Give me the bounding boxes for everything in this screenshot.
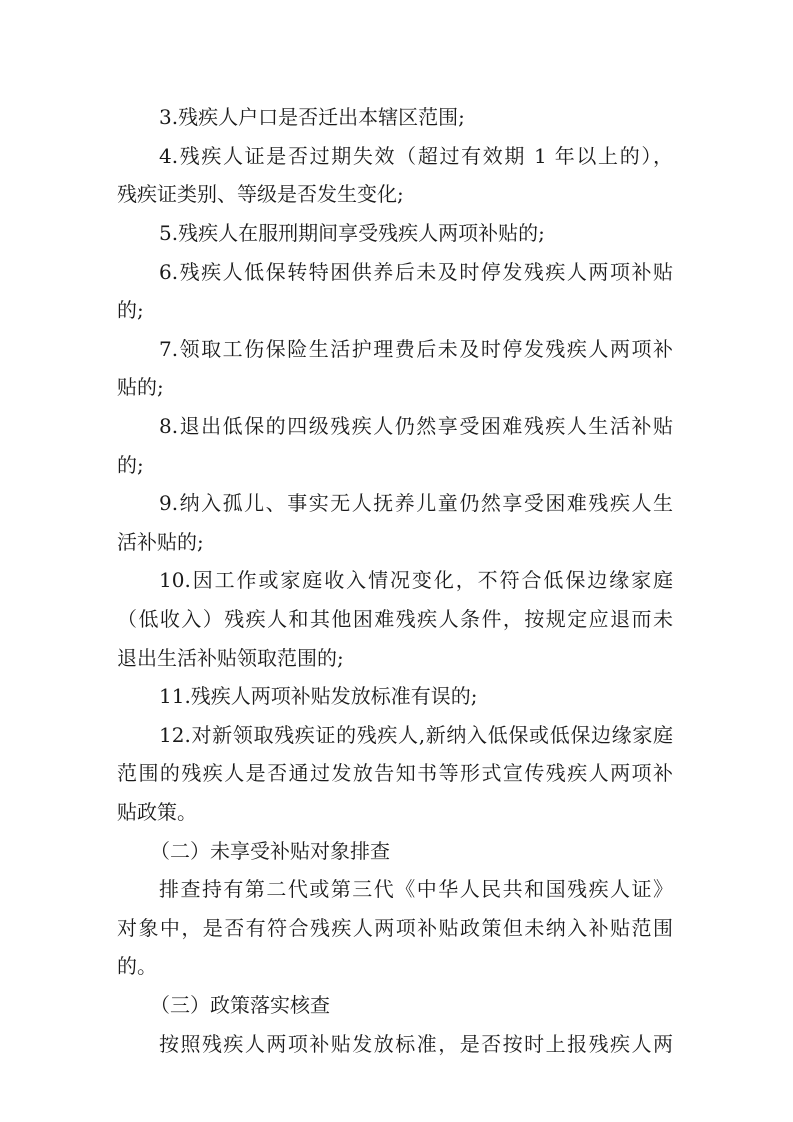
item-11-text: 11.残疾人两项补贴发放标准有误的;	[159, 684, 478, 708]
section-3-text-line-1: 按照残疾人两项补贴发放标准，是否按时上报残疾人两	[159, 1032, 673, 1056]
section-2-text-line-3: 的。	[117, 954, 157, 978]
item-12-text-line-2: 范围的残疾人是否通过发放告知书等形式宣传残疾人两项补	[117, 761, 673, 785]
item-6-text-line-1: 6.残疾人低保转特困供养后未及时停发残疾人两项补贴	[159, 260, 673, 284]
item-4-text-line-1: 4.残疾人证是否过期失效（超过有效期 1 年以上的），	[159, 144, 673, 168]
item-3-text: 3.残疾人户口是否迁出本辖区范围;	[159, 105, 465, 129]
item-5-text: 5.残疾人在服刑期间享受残疾人两项补贴的;	[159, 221, 545, 245]
item-7-text-line-2: 贴的;	[117, 375, 164, 399]
section-2-text-line-1: 排查持有第二代或第三代《中华人民共和国残疾人证》	[159, 877, 673, 901]
item-9-text-line-1: 9.纳入孤儿、事实无人抚养儿童仍然享受困难残疾人生	[159, 491, 673, 515]
item-7-text-line-1: 7.领取工伤保险生活护理费后未及时停发残疾人两项补	[159, 337, 673, 361]
item-6-text-line-2: 的;	[117, 298, 144, 322]
item-9-text-line-2: 活补贴的;	[117, 530, 204, 554]
section-2-text-line-2: 对象中，是否有符合残疾人两项补贴政策但未纳入补贴范围	[117, 916, 673, 940]
item-12-text-line-3: 贴政策。	[117, 800, 197, 824]
item-12-text-line-1: 12.对新领取残疾证的残疾人,新纳入低保或低保边缘家庭	[159, 723, 673, 747]
item-10-text-line-3: 退出生活补贴领取范围的;	[117, 646, 344, 670]
item-10-text-line-1: 10.因工作或家庭收入情况变化，不符合低保边缘家庭	[159, 568, 673, 592]
item-8-text-line-2: 的;	[117, 453, 144, 477]
section-heading-2: （二）未享受补贴对象排查	[150, 839, 390, 863]
item-8-text-line-1: 8.退出低保的四级残疾人仍然享受困难残疾人生活补贴	[159, 414, 673, 438]
item-10-text-line-2: （低收入）残疾人和其他困难残疾人条件，按规定应退而未	[117, 607, 673, 631]
item-4-text-line-2: 残疾证类别、等级是否发生变化;	[117, 182, 404, 206]
section-heading-3: （三）政策落实核查	[150, 993, 330, 1017]
